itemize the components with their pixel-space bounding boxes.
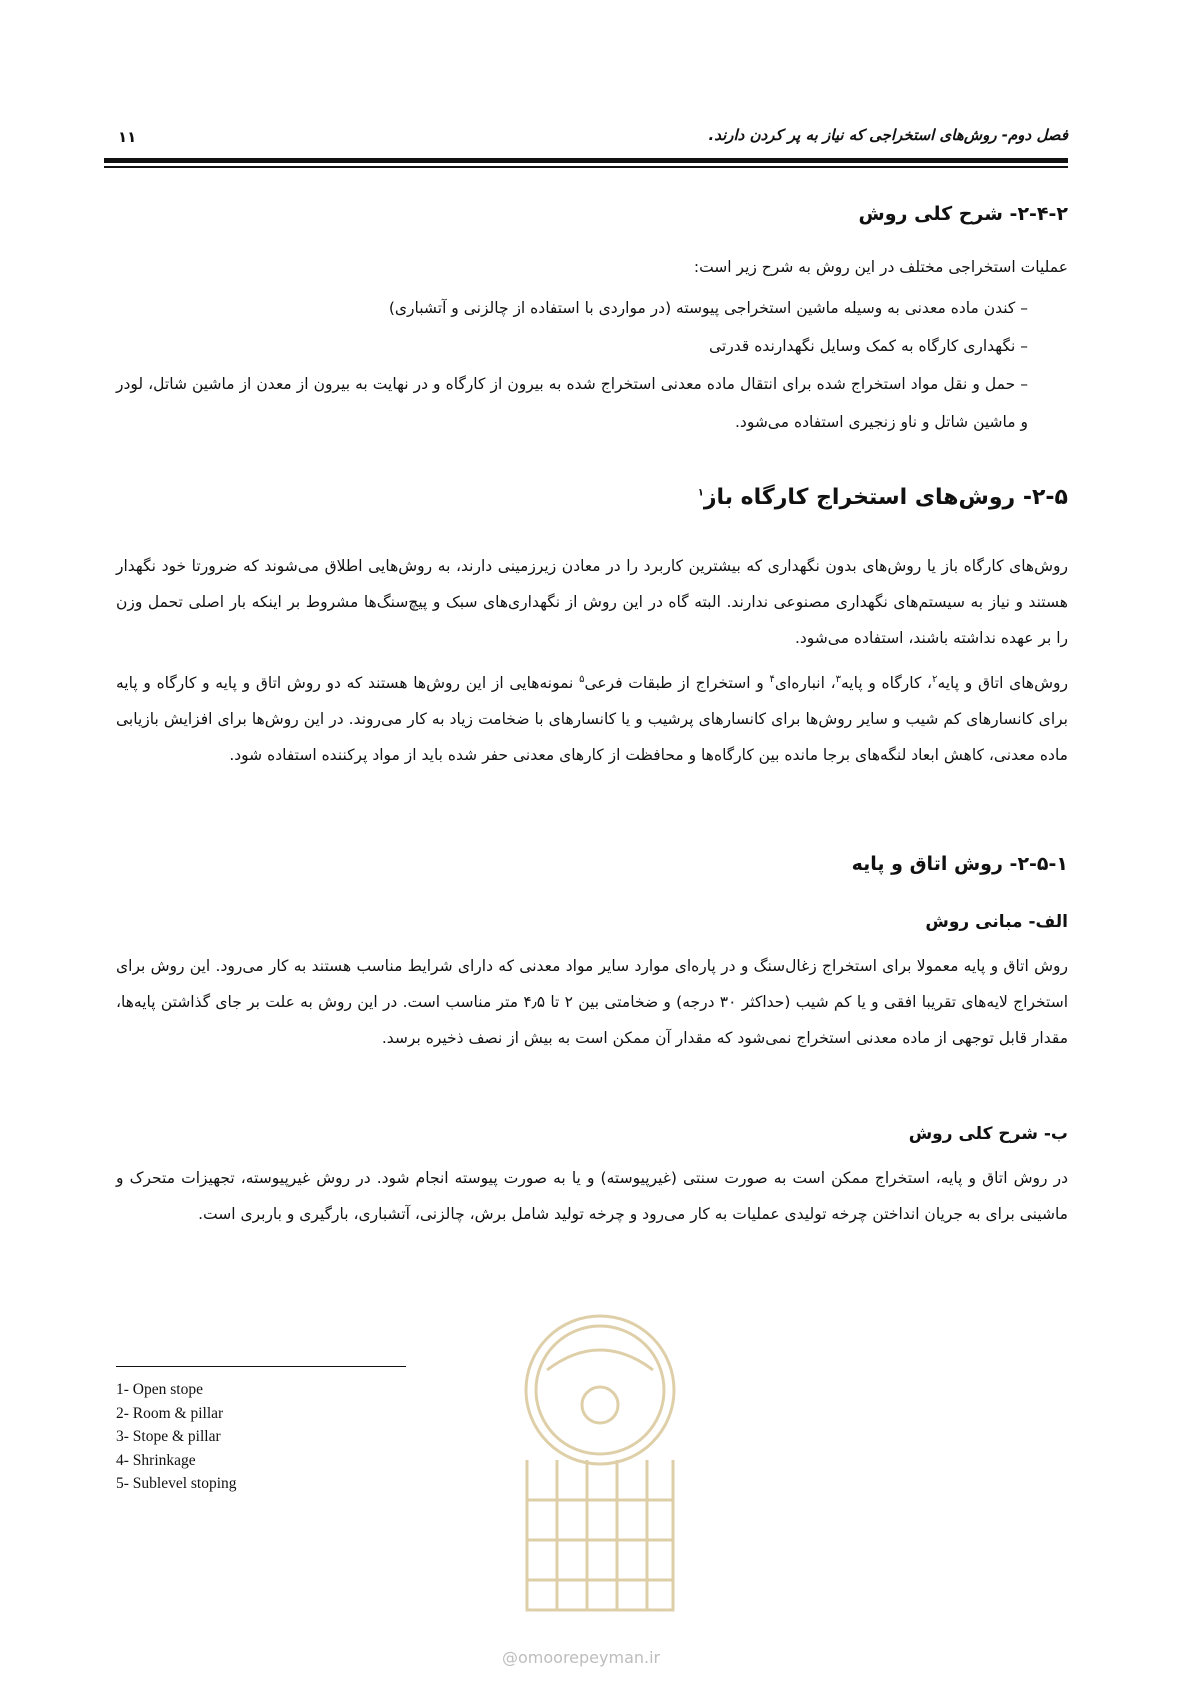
footnote-ref-4: ۴ — [769, 674, 775, 685]
text-run: ، انباره‌ای — [774, 674, 836, 693]
watermark-seal — [487, 1310, 713, 1630]
chapter-title: فصل دوم- روش‌های استخراجی که نیاز به پر کردن دارند. — [708, 126, 1068, 144]
bullet-item-1: – کندن ماده معدنی به وسیله ماشین استخراجی پیوسته (در مواردی با استفاده از چالزنی و آتشباری) — [388, 299, 1028, 317]
bullet-item-2: – نگهداری کارگاه به کمک وسایل نگهدارنده قدرتی — [709, 337, 1028, 355]
page-header — [104, 126, 1068, 162]
header-rule-thick — [104, 158, 1068, 163]
footnote-ref-2: ۲ — [932, 674, 938, 685]
header-rule-thin — [104, 166, 1068, 168]
footnote-item: 1- Open stope — [116, 1381, 203, 1398]
footnote-ref-3: ۳ — [835, 674, 841, 685]
paragraph-open-stope: روش‌های کارگاه باز یا روش‌های بدون نگهداری که بیشترین کاربرد را در معادن زیرزمینی دارند، به روش‌هایی اطلاق می‌شوند که ضرورتا خود نگهدار هستند و نیاز به سیستم‌های نگهداری مصنوعی ندارند. البته گاه در این روش از نگهداری‌های سبک و پیچ‌سنگ‌ها مشروط بر اینکه بار اصلی تحمل وزن را بر عهده نداشته باشند، استفاده می‌شود. — [116, 557, 1068, 647]
section-heading-2-5-1: ۲-۵-۱- روش اتاق و پایه — [851, 853, 1068, 875]
bullet-item-3: – حمل و نقل مواد استخراج شده برای انتقال ماده معدنی استخراج شده به بیرون از کارگاه و در نهایت به بیرون از معدن از ماشین شاتل، لودر و ماشین شاتل و ناو زنجیری استفاده می‌شود. — [116, 375, 1028, 431]
paragraph-be: در روش اتاق و پایه، استخراج ممکن است به صورت سنتی (غیرپیوسته) و یا به صورت پیوسته انجام شود. در روش غیرپیوسته، تجهیزات متحرک و ماشینی برای به جریان انداختن چرخه تولیدی عملیات به کار می‌رود و چرخه تولید شامل برش، چالزنی، آتشباری، بارگیری و باربری است. — [116, 1169, 1068, 1223]
bullet-list — [116, 289, 1068, 441]
footnote-item: 5- Sublevel stoping — [116, 1475, 237, 1492]
footnote-list — [116, 1378, 237, 1496]
section-intro: عملیات استخراجی مختلف در این روش به شرح زیر است: — [693, 258, 1068, 276]
section-heading-2-5-text: ۲-۵- روش‌های استخراج کارگاه باز — [703, 485, 1068, 510]
footnote-item: 2- Room & pillar — [116, 1404, 224, 1422]
footnote-item: 4- Shrinkage — [116, 1451, 196, 1469]
footnote-item: 3- Stope & pillar — [116, 1428, 221, 1445]
subheading-alef: الف- مبانی روش — [925, 912, 1068, 932]
paragraph-open-stope-methods — [116, 662, 1068, 773]
section-heading-2-4-2: ۲-۴-۲- شرح کلی روش — [858, 203, 1068, 225]
subheading-be: ب- شرح کلی روش — [908, 1124, 1068, 1144]
paragraph-alef: روش اتاق و پایه معمولا برای استخراج زغال‌سنگ و در پاره‌ای موارد سایر مواد معدنی که دارای شرایط مناسب هستند به کار می‌رود. این روش برای استخراج لایه‌های تقریبا افقی و یا کم شیب (حداکثر ۳۰ درجه) و ضخامتی بین ۲ تا ۴٫۵ متر مناسب است. در این روش به علت بر جای گذاشتن پایه‌ها، مقدار قابل توجهی از ماده معدنی استخراج نمی‌شود که مقدار آن ممکن است به بیش از نصف ذخیره برسد. — [116, 957, 1069, 1047]
page-number: ۱۱ — [118, 128, 137, 146]
section-heading-2-5 — [698, 485, 1068, 510]
text-run: و استخراج از طبقات فرعی — [584, 674, 770, 693]
watermark-url: @omoorepeyman.ir — [502, 1648, 661, 1667]
footnote-ref-5: ۵ — [579, 674, 585, 685]
footnote-separator — [116, 1366, 406, 1367]
footnote-ref-1: ۱ — [697, 487, 704, 499]
text-run: روش‌های اتاق و پایه — [937, 674, 1068, 693]
text-run: ، کارگاه و پایه — [840, 674, 933, 693]
text-run: نمونه‌هایی از این روش‌ها هستند که دو روش اتاق و پایه و کارگاه و پایه برای کانسارهای کم شیب و سایر روش‌ها برای کانسارهای پرشیب و یا کانسارهای با ضخامت زیاد به کار می‌روند. در این روش‌ها برای افزایش بازیابی ماده معدنی، کاهش ابعاد لنگه‌های برجا مانده بین کارگاه‌ها و محافظت از کارهای معدنی حفر شده باید از مواد پرکننده استفاده شود. — [116, 674, 1068, 765]
